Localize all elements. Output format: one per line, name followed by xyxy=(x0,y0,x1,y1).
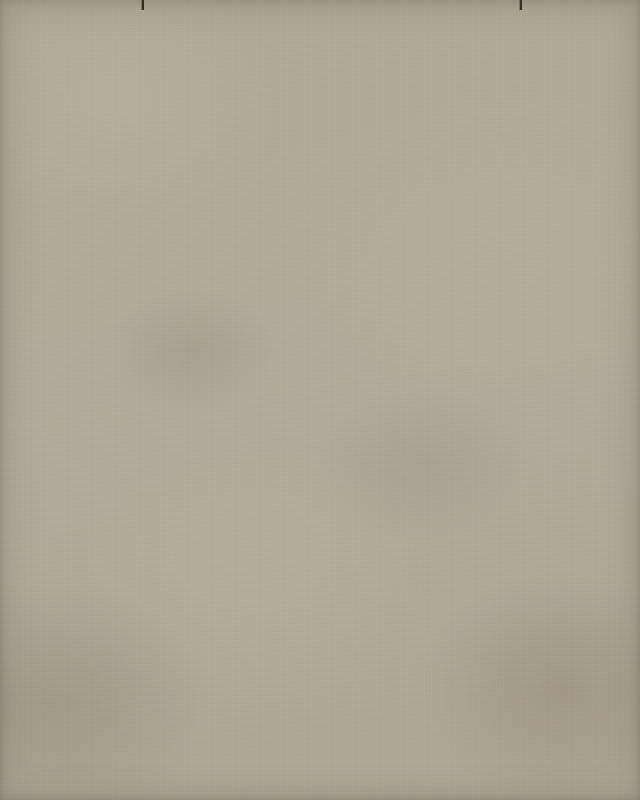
column-rule-right xyxy=(520,0,522,10)
column-rule-left xyxy=(142,0,144,10)
